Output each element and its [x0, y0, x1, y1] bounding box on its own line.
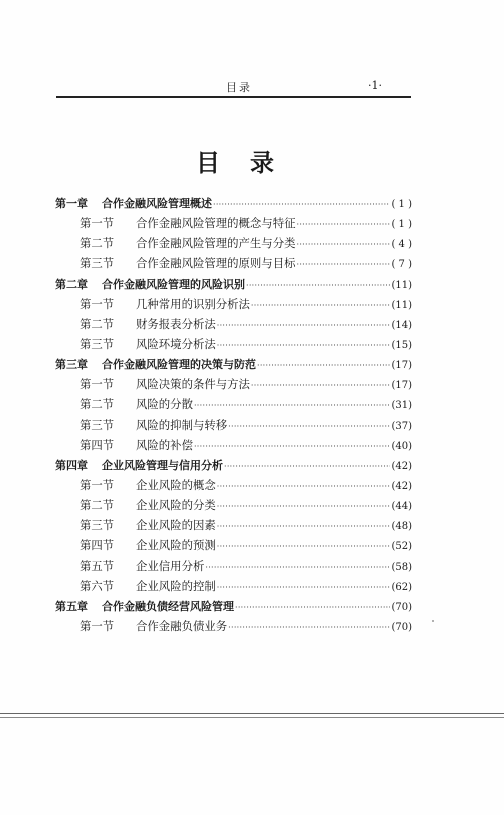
toc-entry-label	[55, 195, 212, 211]
toc-entry-label	[80, 396, 193, 412]
toc-entry-page: (14)	[391, 319, 412, 331]
toc-section-entry	[55, 437, 412, 457]
toc-entry-title: 合作金融风险管理的决策与防范	[102, 358, 256, 372]
toc-section-entry	[55, 558, 412, 578]
toc-chapter-entry	[55, 457, 412, 477]
toc-entry-page: (17)	[391, 380, 412, 392]
toc-entry-label	[55, 598, 234, 614]
toc-entry-number: 第一节	[80, 296, 115, 311]
toc-entry-label	[80, 537, 216, 553]
toc-entry-title: 企业风险的概念	[136, 477, 216, 492]
toc-entry-label	[80, 477, 216, 493]
dot-leader	[251, 301, 391, 310]
dot-leader	[235, 603, 390, 612]
toc-entry-number: 第一节	[80, 477, 115, 492]
header-rule	[56, 96, 411, 98]
toc-entry-title: 合作金融风险管理的原则与目标	[136, 256, 296, 271]
toc-entry-page: ( 4 )	[391, 239, 412, 251]
toc-entry-page: (17)	[391, 360, 412, 372]
toc-section-entry	[55, 497, 412, 517]
dot-leader	[228, 422, 390, 431]
toc-entry-page: ( 1 )	[391, 199, 412, 210]
running-header-title: 目录	[226, 81, 252, 94]
toc-section-entry	[55, 578, 412, 598]
toc-entry-title: 企业风险的控制	[136, 578, 216, 593]
toc-entry-number: 第二章	[55, 277, 88, 291]
bottom-rule	[0, 713, 504, 714]
toc-entry-title: 企业风险的因素	[136, 518, 216, 533]
toc-entry-label	[80, 255, 295, 271]
toc-entry-number: 第五章	[55, 599, 88, 613]
table-of-contents	[55, 195, 412, 638]
toc-entry-number: 第二节	[80, 316, 115, 331]
toc-entry-number: 第三节	[80, 518, 115, 533]
toc-entry-title: 财务报表分析法	[136, 316, 216, 331]
dot-leader	[296, 260, 390, 269]
toc-entry-page: (44)	[391, 501, 412, 513]
toc-entry-label	[55, 356, 256, 372]
toc-entry-label	[80, 316, 216, 332]
toc-chapter-entry	[55, 276, 412, 296]
toc-entry-page: (37)	[391, 420, 412, 432]
toc-entry-title: 风险的抑制与转移	[136, 417, 228, 432]
toc-entry-number: 第三节	[80, 256, 115, 271]
toc-section-entry	[55, 517, 412, 537]
dot-leader	[217, 542, 391, 551]
toc-section-entry	[55, 477, 412, 497]
toc-entry-title: 合作金融风险管理概述	[102, 197, 212, 210]
toc-entry-label	[80, 235, 295, 251]
toc-entry-page: (48)	[391, 521, 412, 533]
toc-section-entry	[55, 537, 412, 557]
toc-chapter-entry	[55, 195, 412, 215]
dot-leader	[194, 401, 391, 410]
toc-entry-page: (11)	[391, 299, 412, 311]
toc-entry-title: 风险的补偿	[136, 437, 193, 452]
toc-entry-title: 企业风险的分类	[136, 498, 216, 513]
toc-section-entry	[55, 296, 412, 316]
toc-entry-number: 第三章	[55, 358, 88, 372]
toc-entry-title: 企业信用分析	[136, 558, 205, 573]
scan-speck	[432, 620, 434, 622]
toc-entry-number: 第四节	[80, 437, 115, 452]
dot-leader	[213, 200, 390, 209]
toc-entry-label	[80, 497, 216, 513]
toc-entry-page: (11)	[391, 279, 412, 291]
toc-entry-number: 第一节	[80, 618, 115, 633]
toc-section-entry	[55, 215, 412, 235]
toc-entry-label	[80, 558, 204, 574]
toc-entry-page: (31)	[391, 400, 412, 412]
toc-entry-label	[80, 296, 250, 312]
toc-entry-number: 第五节	[80, 558, 115, 573]
toc-entry-title: 合作金融风险管理的产生与分类	[136, 236, 296, 251]
toc-entry-label	[80, 376, 250, 392]
page-title: 目录	[196, 148, 304, 177]
toc-entry-page: (58)	[391, 561, 412, 573]
dot-leader	[224, 462, 390, 471]
toc-entry-number: 第四章	[55, 458, 88, 472]
toc-entry-label	[55, 276, 245, 292]
toc-entry-title: 风险的分散	[136, 397, 193, 412]
toc-entry-label	[80, 437, 193, 453]
toc-section-entry	[55, 316, 412, 336]
toc-entry-page: (70)	[391, 601, 412, 613]
dot-leader	[257, 361, 390, 370]
toc-entry-number: 第三节	[80, 336, 115, 351]
toc-entry-title: 企业风险的预测	[136, 538, 216, 553]
toc-entry-title: 风险环境分析法	[136, 336, 216, 351]
dot-leader	[217, 522, 391, 531]
toc-entry-title: 合作金融风险管理的风险识别	[102, 277, 245, 291]
toc-entry-page: (52)	[391, 541, 412, 553]
toc-entry-page: (40)	[391, 440, 412, 452]
toc-entry-label	[80, 215, 295, 231]
toc-section-entry	[55, 255, 412, 275]
toc-entry-page: ( 1 )	[391, 219, 412, 231]
toc-section-entry	[55, 417, 412, 437]
dot-leader	[246, 281, 390, 290]
toc-chapter-entry	[55, 356, 412, 376]
toc-entry-page: (62)	[391, 581, 412, 593]
dot-leader	[296, 220, 390, 229]
toc-chapter-entry	[55, 598, 412, 618]
dot-leader	[296, 240, 390, 249]
toc-section-entry	[55, 235, 412, 255]
toc-entry-label	[55, 457, 223, 473]
toc-entry-label	[80, 417, 227, 433]
toc-entry-label	[80, 618, 227, 634]
toc-section-entry	[55, 336, 412, 356]
toc-entry-number: 第二节	[80, 236, 115, 251]
toc-entry-number: 第一节	[80, 216, 115, 231]
dot-leader	[251, 381, 391, 390]
dot-leader	[217, 321, 391, 330]
toc-entry-page: (70)	[391, 621, 412, 633]
toc-entry-page: ( 7 )	[391, 259, 412, 271]
dot-leader	[217, 502, 391, 511]
toc-entry-title: 几种常用的识别分析法	[136, 296, 250, 311]
toc-entry-number: 第三节	[80, 417, 115, 432]
toc-entry-page: (42)	[391, 460, 412, 472]
toc-entry-label	[80, 578, 216, 594]
toc-entry-page: (15)	[391, 339, 412, 351]
dot-leader	[194, 442, 391, 451]
bottom-rule-secondary	[0, 717, 504, 718]
toc-entry-number: 第六节	[80, 578, 115, 593]
toc-entry-title: 合作金融负债经营风险管理	[102, 599, 234, 613]
toc-section-entry	[55, 618, 412, 638]
toc-entry-number: 第一章	[55, 197, 88, 210]
dot-leader	[217, 341, 391, 350]
toc-entry-label	[80, 336, 216, 352]
toc-entry-number: 第四节	[80, 538, 115, 553]
dot-leader	[205, 563, 390, 572]
dot-leader	[228, 623, 390, 632]
toc-entry-page: (42)	[391, 480, 412, 492]
running-header-page-number: ·1·	[368, 79, 382, 92]
toc-entry-number: 第二节	[80, 498, 115, 513]
toc-entry-title: 企业风险管理与信用分析	[102, 458, 223, 472]
toc-entry-title: 风险决策的条件与方法	[136, 377, 250, 392]
toc-section-entry	[55, 396, 412, 416]
dot-leader	[217, 583, 391, 592]
toc-entry-number: 第一节	[80, 377, 115, 392]
toc-entry-number: 第二节	[80, 397, 115, 412]
toc-section-entry	[55, 376, 412, 396]
dot-leader	[217, 482, 391, 491]
toc-entry-title: 合作金融负债业务	[136, 618, 228, 633]
toc-entry-title: 合作金融风险管理的概念与特征	[136, 216, 296, 231]
toc-entry-label	[80, 517, 216, 533]
